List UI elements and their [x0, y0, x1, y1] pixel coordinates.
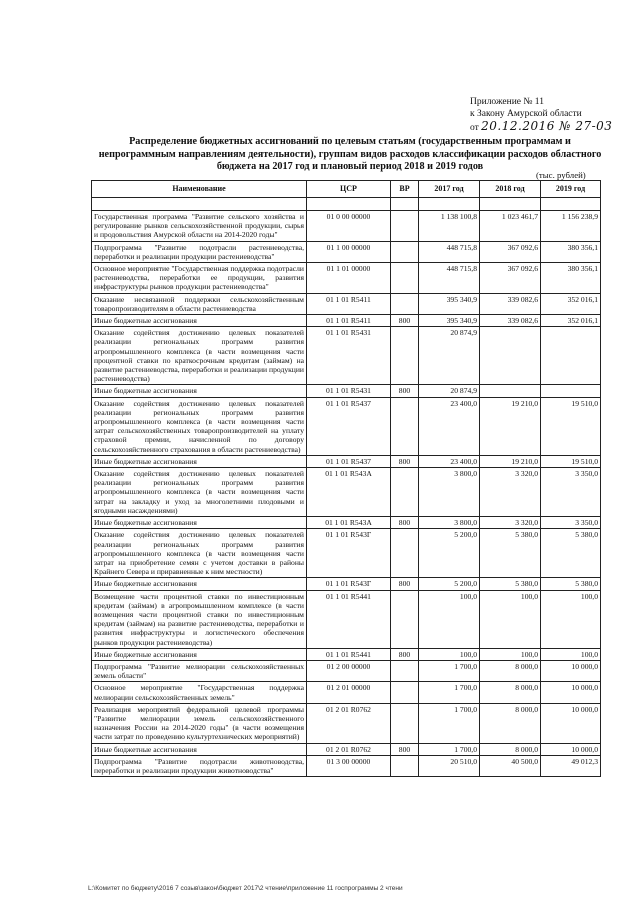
row-2019-cell: 10 000,0 — [541, 703, 601, 743]
row-2017-cell: 1 700,0 — [419, 743, 480, 755]
row-name-cell: Оказание содействия достижению целевых показателей реализации региональных программ развития агропромышленного комплекса (в части возмещения части затрат на приобретение семян с учетом доставки в районы Крайнего Севера и приравненные к ним местности) — [92, 529, 307, 578]
row-vr-cell: 800 — [391, 743, 419, 755]
row-csr-cell: 01 1 01 R5437 — [307, 455, 391, 467]
row-2019-cell: 10 000,0 — [541, 682, 601, 703]
row-2018-cell: 339 082,6 — [480, 315, 541, 327]
row-2019-cell: 100,0 — [541, 590, 601, 648]
document-title: Распределение бюджетных ассигнований по целевым статьям (государственным программам и непрограммным направлениям деятельности), группам видов расходов классификации расходов областного бюджета на 2017 год и плановый период 2018 и 2019 годов — [98, 136, 602, 172]
table-row — [92, 385, 601, 397]
appendix-date — [470, 120, 612, 134]
row-csr-cell: 01 1 01 R5441 — [307, 648, 391, 660]
row-2018-cell: 3 320,0 — [480, 517, 541, 529]
table-row — [92, 468, 601, 517]
row-name-cell: Подпрограмма "Развитие подотрасли животноводства, переработки и реализации продукции животноводства" — [92, 755, 307, 776]
table-row — [92, 682, 601, 703]
row-csr-cell: 01 1 01 R543Г — [307, 529, 391, 578]
row-2018-cell: 5 380,0 — [480, 578, 541, 590]
row-2019-cell: 100,0 — [541, 648, 601, 660]
row-2017-cell: 1 138 100,8 — [419, 211, 480, 242]
row-vr-cell — [391, 241, 419, 262]
row-name-cell: Иные бюджетные ассигнования — [92, 315, 307, 327]
row-2019-cell: 10 000,0 — [541, 660, 601, 681]
row-csr-cell: 01 1 01 R5411 — [307, 315, 391, 327]
row-csr-cell: 01 2 01 R0762 — [307, 743, 391, 755]
row-vr-cell: 800 — [391, 315, 419, 327]
row-2017-cell: 395 340,9 — [419, 315, 480, 327]
table-row — [92, 211, 601, 242]
row-name-cell: Оказание содействия достижению целевых показателей реализации региональных программ развития агропромышленного комплекса (в части возмещения части затрат на закладку и уход за многолетними плодовыми и ягодными насаждениями) — [92, 468, 307, 517]
appendix-header — [470, 96, 612, 134]
row-2018-cell: 8 000,0 — [480, 743, 541, 755]
row-2017-cell: 100,0 — [419, 648, 480, 660]
row-2019-cell: 380 356,1 — [541, 241, 601, 262]
row-2017-cell: 448 715,8 — [419, 241, 480, 262]
column-header-csr: ЦСР — [307, 181, 391, 198]
table-spacer-row — [92, 198, 601, 211]
budget-table — [91, 180, 601, 777]
row-2017-cell: 448 715,8 — [419, 263, 480, 294]
file-path-footer: L:\Комитет по бюджету\2016 7 созыв\закон\бюджет 2017\2 чтение\приложение 11 госпрограммы 2 чтени — [88, 885, 403, 892]
row-vr-cell — [391, 660, 419, 681]
row-name-cell: Оказание несвязанной поддержки сельскохозяйственным товаропроизводителям в области растениеводства — [92, 293, 307, 314]
row-name-cell: Основное мероприятие "Государственная поддержка мелиорации сельскохозяйственных земель" — [92, 682, 307, 703]
row-2018-cell: 1 023 461,7 — [480, 211, 541, 242]
table-row — [92, 660, 601, 681]
appendix-number: Приложение № 11 — [470, 97, 544, 107]
row-name-cell: Иные бюджетные ассигнования — [92, 455, 307, 467]
table-row — [92, 327, 601, 385]
spacer-cell — [419, 198, 480, 211]
row-2017-cell: 100,0 — [419, 590, 480, 648]
row-name-cell: Иные бюджетные ассигнования — [92, 385, 307, 397]
row-2019-cell: 19 510,0 — [541, 397, 601, 455]
row-vr-cell — [391, 211, 419, 242]
row-2018-cell — [480, 327, 541, 385]
row-name-cell: Оказание содействия достижению целевых показателей реализации региональных программ развития агропромышленного комплекса (в части возмещения части затрат сельскохозяйственных товаропроизводителей на уплату страховой премии, начисленной по договору сельскохозяйственного страхования в области растениеводства) — [92, 397, 307, 455]
row-csr-cell: 01 1 01 R5431 — [307, 385, 391, 397]
column-header-vr: ВР — [391, 181, 419, 198]
row-csr-cell: 01 3 00 00000 — [307, 755, 391, 776]
row-2018-cell: 8 000,0 — [480, 660, 541, 681]
row-2018-cell: 19 210,0 — [480, 455, 541, 467]
row-2018-cell: 8 000,0 — [480, 682, 541, 703]
handwritten-date-number: 20.12.2016 № 27-03 — [481, 119, 613, 133]
table-row — [92, 703, 601, 743]
row-csr-cell: 01 2 01 00000 — [307, 682, 391, 703]
row-csr-cell: 01 1 00 00000 — [307, 241, 391, 262]
row-csr-cell: 01 1 01 R543Г — [307, 578, 391, 590]
row-2017-cell: 1 700,0 — [419, 682, 480, 703]
row-2017-cell: 20 874,9 — [419, 327, 480, 385]
row-vr-cell — [391, 529, 419, 578]
row-vr-cell — [391, 682, 419, 703]
table-row — [92, 590, 601, 648]
column-header-2017: 2017 год — [419, 181, 480, 198]
row-name-cell: Иные бюджетные ассигнования — [92, 743, 307, 755]
row-vr-cell — [391, 397, 419, 455]
spacer-cell — [92, 198, 307, 211]
row-name-cell: Оказание содействия достижению целевых показателей реализации региональных программ развития агропромышленного комплекса (в части возмещения части процентной ставки по краткосрочным кредитам (займам) на развитие растениеводства, переработки и реализации продукции растениеводства) — [92, 327, 307, 385]
row-2017-cell: 20 874,9 — [419, 385, 480, 397]
table-row — [92, 263, 601, 294]
row-2017-cell: 3 800,0 — [419, 468, 480, 517]
row-2019-cell — [541, 385, 601, 397]
table-row — [92, 397, 601, 455]
row-2018-cell: 3 320,0 — [480, 468, 541, 517]
column-header-2019: 2019 год — [541, 181, 601, 198]
row-2017-cell: 395 340,9 — [419, 293, 480, 314]
row-name-cell: Подпрограмма "Развитие подотрасли растениеводства, переработки и реализации продукции растениеводства" — [92, 241, 307, 262]
row-2018-cell: 100,0 — [480, 590, 541, 648]
row-2018-cell: 19 210,0 — [480, 397, 541, 455]
appendix-date-prefix: от — [470, 123, 479, 133]
row-2018-cell: 100,0 — [480, 648, 541, 660]
column-header-name: Наименование — [92, 181, 307, 198]
row-csr-cell: 01 1 01 R543A — [307, 468, 391, 517]
spacer-cell — [391, 198, 419, 211]
row-2019-cell: 5 380,0 — [541, 529, 601, 578]
row-vr-cell — [391, 293, 419, 314]
row-2019-cell: 3 350,0 — [541, 517, 601, 529]
row-2018-cell: 367 092,6 — [480, 263, 541, 294]
table-row — [92, 755, 601, 776]
row-csr-cell: 01 2 01 R0762 — [307, 703, 391, 743]
spacer-cell — [480, 198, 541, 211]
row-2019-cell: 3 350,0 — [541, 468, 601, 517]
row-2019-cell — [541, 327, 601, 385]
table-row — [92, 315, 601, 327]
row-name-cell: Подпрограмма "Развитие мелиорации сельскохозяйственных земель области" — [92, 660, 307, 681]
row-csr-cell: 01 1 01 R5441 — [307, 590, 391, 648]
row-2018-cell: 339 082,6 — [480, 293, 541, 314]
row-vr-cell: 800 — [391, 385, 419, 397]
row-2018-cell: 8 000,0 — [480, 703, 541, 743]
row-2017-cell: 1 700,0 — [419, 660, 480, 681]
row-2019-cell: 380 356,1 — [541, 263, 601, 294]
row-2019-cell: 19 510,0 — [541, 455, 601, 467]
row-2018-cell: 5 380,0 — [480, 529, 541, 578]
row-2018-cell: 40 500,0 — [480, 755, 541, 776]
row-vr-cell — [391, 590, 419, 648]
row-vr-cell: 800 — [391, 578, 419, 590]
row-vr-cell — [391, 468, 419, 517]
row-name-cell: Возмещение части процентной ставки по инвестиционным кредитам (займам) в агропромышленном комплексе (в части возмещения части процентной ставки по инвестиционным кредитам (займам) на развитие растениеводства, переработки и развития инфраструктуры и логистического обеспечения рынков продукции растениеводства) — [92, 590, 307, 648]
table-row — [92, 241, 601, 262]
row-2017-cell: 3 800,0 — [419, 517, 480, 529]
row-2019-cell: 352 016,1 — [541, 293, 601, 314]
row-name-cell: Реализация мероприятий федеральной целевой программы "Развитие мелиорации земель сельскохозяйственного назначения России на 2014-2020 годы" (в части возмещения части затрат по проведению культуртехнических мероприятий) — [92, 703, 307, 743]
row-csr-cell: 01 1 01 R5411 — [307, 293, 391, 314]
row-2019-cell: 5 380,0 — [541, 578, 601, 590]
row-name-cell: Иные бюджетные ассигнования — [92, 578, 307, 590]
table-row — [92, 743, 601, 755]
row-name-cell: Государственная программа "Развитие сельского хозяйства и регулирование рынков сельскохозяйственной продукции, сырья и продовольствия Амурской области на 2014-2020 годы" — [92, 211, 307, 242]
table-row — [92, 517, 601, 529]
row-vr-cell — [391, 263, 419, 294]
table-row — [92, 455, 601, 467]
appendix-law: к Закону Амурской области — [470, 109, 582, 119]
row-vr-cell: 800 — [391, 517, 419, 529]
row-csr-cell: 01 1 01 R5431 — [307, 327, 391, 385]
row-vr-cell: 800 — [391, 648, 419, 660]
row-csr-cell: 01 1 01 R543A — [307, 517, 391, 529]
row-name-cell: Иные бюджетные ассигнования — [92, 517, 307, 529]
row-name-cell: Основное мероприятие "Государственная поддержка подотрасли растениеводства, переработки ее продукции, развития инфраструктуры рынков продукции растениеводства" — [92, 263, 307, 294]
spacer-cell — [541, 198, 601, 211]
row-2019-cell: 1 156 238,9 — [541, 211, 601, 242]
row-vr-cell: 800 — [391, 455, 419, 467]
column-header-2018: 2018 год — [480, 181, 541, 198]
row-2019-cell: 49 012,3 — [541, 755, 601, 776]
row-vr-cell — [391, 703, 419, 743]
row-name-cell: Иные бюджетные ассигнования — [92, 648, 307, 660]
row-2019-cell: 10 000,0 — [541, 743, 601, 755]
row-2017-cell: 20 510,0 — [419, 755, 480, 776]
row-vr-cell — [391, 327, 419, 385]
table-row — [92, 529, 601, 578]
table-row — [92, 578, 601, 590]
row-csr-cell: 01 1 01 R5437 — [307, 397, 391, 455]
row-2017-cell: 5 200,0 — [419, 529, 480, 578]
row-csr-cell: 01 2 00 00000 — [307, 660, 391, 681]
row-2017-cell: 23 400,0 — [419, 455, 480, 467]
table-body — [92, 211, 601, 777]
row-2019-cell: 352 016,1 — [541, 315, 601, 327]
row-2017-cell: 23 400,0 — [419, 397, 480, 455]
row-csr-cell: 01 0 00 00000 — [307, 211, 391, 242]
row-vr-cell — [391, 755, 419, 776]
table-header-row — [92, 181, 601, 198]
units-label: (тыс. рублей) — [536, 170, 586, 180]
row-csr-cell: 01 1 01 00000 — [307, 263, 391, 294]
table-row — [92, 648, 601, 660]
row-2018-cell — [480, 385, 541, 397]
table-row — [92, 293, 601, 314]
spacer-cell — [307, 198, 391, 211]
row-2018-cell: 367 092,6 — [480, 241, 541, 262]
row-2017-cell: 5 200,0 — [419, 578, 480, 590]
row-2017-cell: 1 700,0 — [419, 703, 480, 743]
